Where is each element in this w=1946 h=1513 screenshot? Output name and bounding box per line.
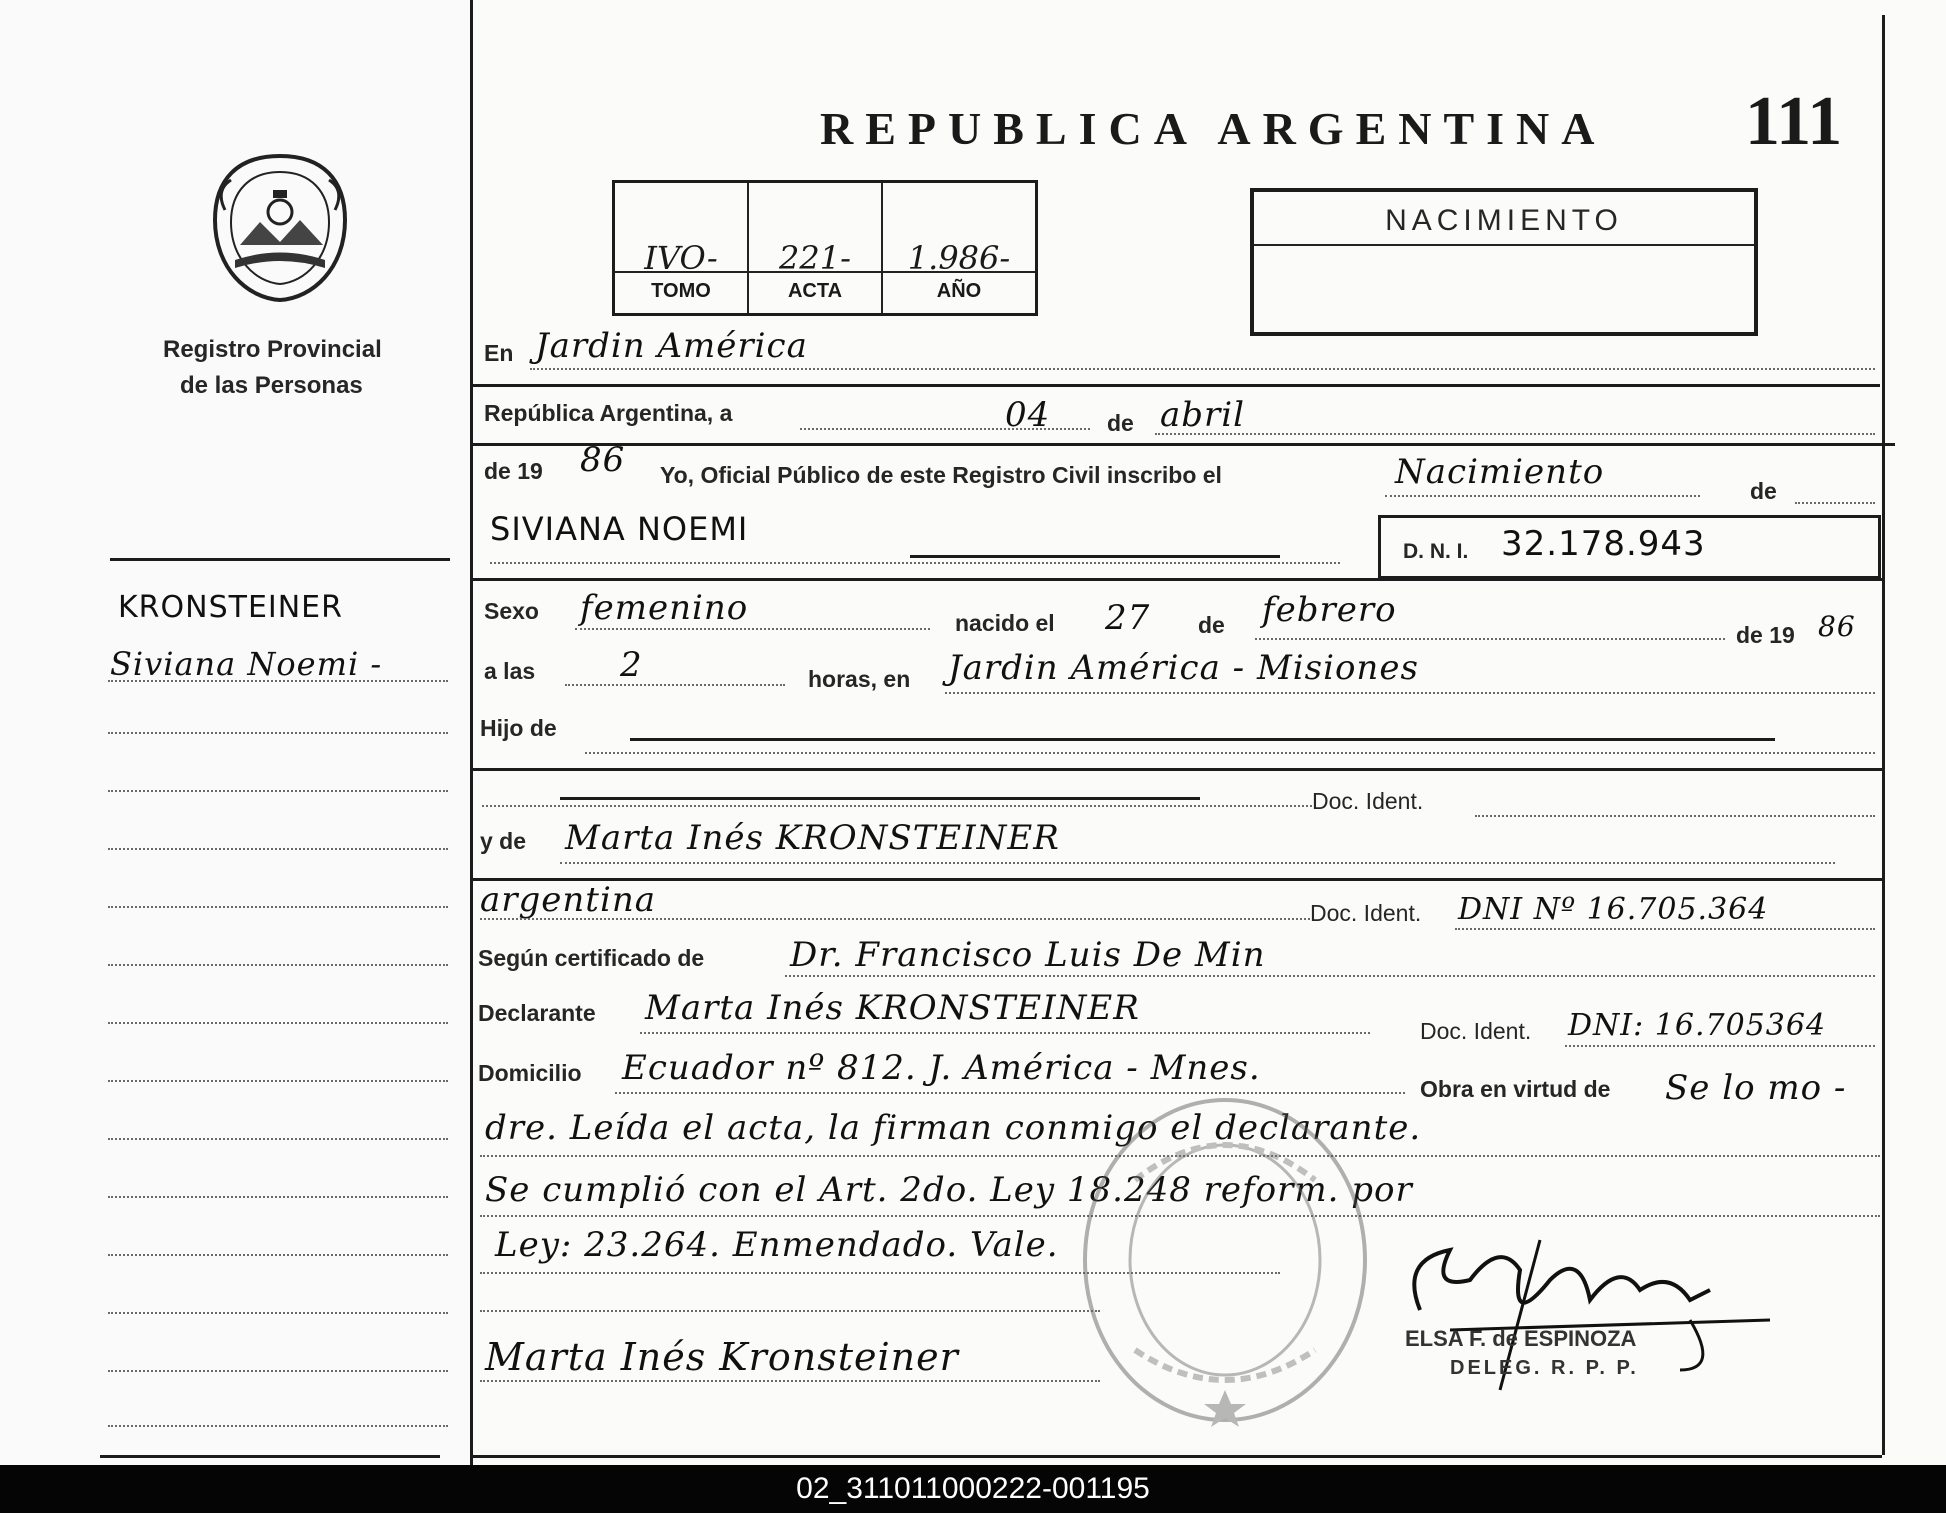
- father-line: [630, 738, 1775, 741]
- de-label-3: de: [1198, 612, 1225, 638]
- dni-box: [1378, 515, 1881, 579]
- place-line: [530, 368, 1875, 370]
- father-dots: [585, 752, 1875, 754]
- acta-label: ACTA: [787, 280, 843, 302]
- certificate-line: [785, 975, 1875, 977]
- margin-line: [108, 848, 448, 850]
- day-value: 04: [1005, 395, 1051, 435]
- segun-label: Según certificado de: [478, 945, 705, 971]
- father-extra-line: [482, 805, 1312, 807]
- margin-line: [108, 732, 448, 734]
- tomo-box-divider: [615, 271, 1035, 273]
- margin-surname: KRONSTEINER: [118, 590, 343, 625]
- declarante-label: Declarante: [478, 1000, 596, 1026]
- birth-month: febrero: [1262, 590, 1397, 630]
- margin-line: [108, 680, 448, 682]
- doc-ident-label-1: Doc. Ident.: [1312, 788, 1424, 814]
- margin-line: [108, 1370, 448, 1372]
- hour-line: [565, 684, 785, 686]
- acta-cell: [749, 183, 883, 313]
- certificate-by: Dr. Francisco Luis De Min: [790, 935, 1266, 975]
- mother-doc: DNI Nº 16.705.364: [1458, 892, 1769, 927]
- dni-value: 32.178.943: [1501, 524, 1706, 564]
- tomo-label: TOMO: [651, 280, 711, 302]
- official-stamp-title: DELEG. R. P. P.: [1450, 1357, 1639, 1379]
- sexo-line: [575, 628, 930, 630]
- margin-line: [108, 906, 448, 908]
- margin-line: [108, 1022, 448, 1024]
- official-stamp-name: ELSA F. de ESPINOZA: [1405, 1326, 1637, 1351]
- yde-label: y de: [480, 828, 527, 854]
- person-name: SIVIANA NOEMI: [490, 510, 749, 548]
- mother-doc-line: [1455, 928, 1875, 930]
- margin-line: [108, 964, 448, 966]
- row-rule: [470, 578, 1882, 581]
- mother-name-line: [560, 862, 1835, 864]
- margin-line: [108, 790, 448, 792]
- father-extra-rule: [560, 797, 1200, 800]
- margin-line: [108, 1312, 448, 1314]
- birth-day: 27: [1105, 598, 1151, 638]
- row-rule: [470, 878, 1882, 881]
- tomo-cell: [615, 183, 749, 313]
- document-id-bar: 02_311011000222-001195: [0, 1465, 1946, 1513]
- domicilio-label: Domicilio: [478, 1060, 582, 1086]
- sexo-value: femenino: [580, 588, 749, 628]
- birth-place-line: [945, 692, 1875, 694]
- province-seal-icon: [205, 150, 355, 310]
- event-line: [1385, 495, 1700, 497]
- margin-bottom-rule: [100, 1455, 440, 1458]
- month-value: abril: [1160, 395, 1246, 435]
- tomo-value: IVO-: [644, 239, 718, 277]
- dni-label: D. N. I.: [1403, 540, 1469, 563]
- doc-ident-label-2: Doc. Ident.: [1310, 900, 1422, 926]
- name-dots: [490, 562, 1340, 564]
- sexo-label: Sexo: [484, 598, 539, 624]
- document-title: REPUBLICA ARGENTINA: [820, 103, 1607, 154]
- row-rule: [470, 768, 1882, 771]
- margin-given-name: Siviana Noemi -: [110, 645, 383, 683]
- margin-rule: [110, 558, 450, 561]
- horas-label: horas, en: [808, 666, 911, 692]
- declarante-signature: Marta Inés Kronsteiner: [485, 1335, 959, 1379]
- domicilio-value: Ecuador nº 812. J. América - Mnes.: [622, 1048, 1261, 1088]
- father-doc-line: [1475, 815, 1875, 817]
- mother-name: Marta Inés KRONSTEINER: [565, 818, 1060, 858]
- declarante-doc: DNI: 16.705364: [1568, 1008, 1827, 1043]
- ano-cell: [883, 183, 1035, 313]
- registry-name-line2: de las Personas: [180, 372, 363, 399]
- signature-line-top: [480, 1310, 1100, 1312]
- margin-line: [108, 1138, 448, 1140]
- event-value: Nacimiento: [1395, 452, 1605, 492]
- record-type-divider: [1254, 244, 1754, 246]
- record-number-box: [612, 180, 1038, 316]
- birth-year: 86: [1818, 610, 1856, 643]
- bottom-rule: [470, 1455, 1882, 1458]
- doc-ident-label-3: Doc. Ident.: [1420, 1018, 1532, 1044]
- margin-line: [108, 1254, 448, 1256]
- hijo-label: Hijo de: [480, 715, 557, 741]
- row-rule: [470, 384, 1880, 387]
- declarante-line: [640, 1032, 1370, 1034]
- republica-label: República Argentina, a: [484, 400, 733, 426]
- margin-divider: [470, 0, 473, 1465]
- ano-value: 1.986-: [907, 239, 1011, 277]
- de-line: [1795, 502, 1875, 504]
- margin-line: [108, 1080, 448, 1082]
- place-value: Jardin América: [535, 326, 808, 366]
- right-border: [1882, 15, 1885, 1455]
- year-prefix: de 19: [484, 458, 543, 484]
- birth-place: Jardin América - Misiones: [948, 648, 1419, 688]
- month-line: [1155, 433, 1875, 435]
- birth-month-line: [1255, 638, 1725, 640]
- official-stamp-icon: [1075, 1090, 1375, 1430]
- margin-line: [108, 1196, 448, 1198]
- nationality-line: [480, 918, 1310, 920]
- remark-line-2: Se cumplió con el Art. 2do. Ley 18.248 reform. por: [485, 1170, 1413, 1210]
- declarante-doc-line: [1565, 1045, 1875, 1047]
- acta-value: 221-: [779, 239, 851, 277]
- de-label: de: [1107, 410, 1134, 436]
- record-type-box: [1250, 188, 1758, 336]
- page-number: 111: [1745, 83, 1843, 160]
- inscription-text: Yo, Oficial Público de este Registro Civil inscribo el: [660, 462, 1222, 488]
- hour-value: 2: [620, 645, 643, 685]
- a-las-label: a las: [484, 658, 536, 684]
- birth-year-prefix: de 19: [1736, 622, 1795, 648]
- name-line: [910, 555, 1280, 558]
- signature-line: [480, 1380, 1100, 1382]
- record-type-label: NACIMIENTO: [1385, 204, 1623, 237]
- nacido-label: nacido el: [955, 610, 1055, 636]
- obra-label: Obra en virtud de: [1420, 1076, 1611, 1102]
- year-value: 86: [580, 440, 626, 480]
- en-label: En: [484, 340, 514, 366]
- ano-label: AÑO: [936, 280, 982, 302]
- de-label-2: de: [1750, 478, 1777, 504]
- margin-line: [108, 1425, 448, 1427]
- remark-line-1: dre. Leída el acta, la firman conmigo el declarante.: [485, 1108, 1422, 1148]
- declarante-value: Marta Inés KRONSTEINER: [645, 988, 1140, 1028]
- obra-value: Se lo mo -: [1665, 1068, 1847, 1108]
- remark-line-3: Ley: 23.264. Enmendado. Vale.: [495, 1225, 1059, 1265]
- row-rule: [470, 443, 1895, 446]
- registry-name-line1: Registro Provincial: [163, 336, 382, 363]
- mother-nationality: argentina: [480, 880, 657, 920]
